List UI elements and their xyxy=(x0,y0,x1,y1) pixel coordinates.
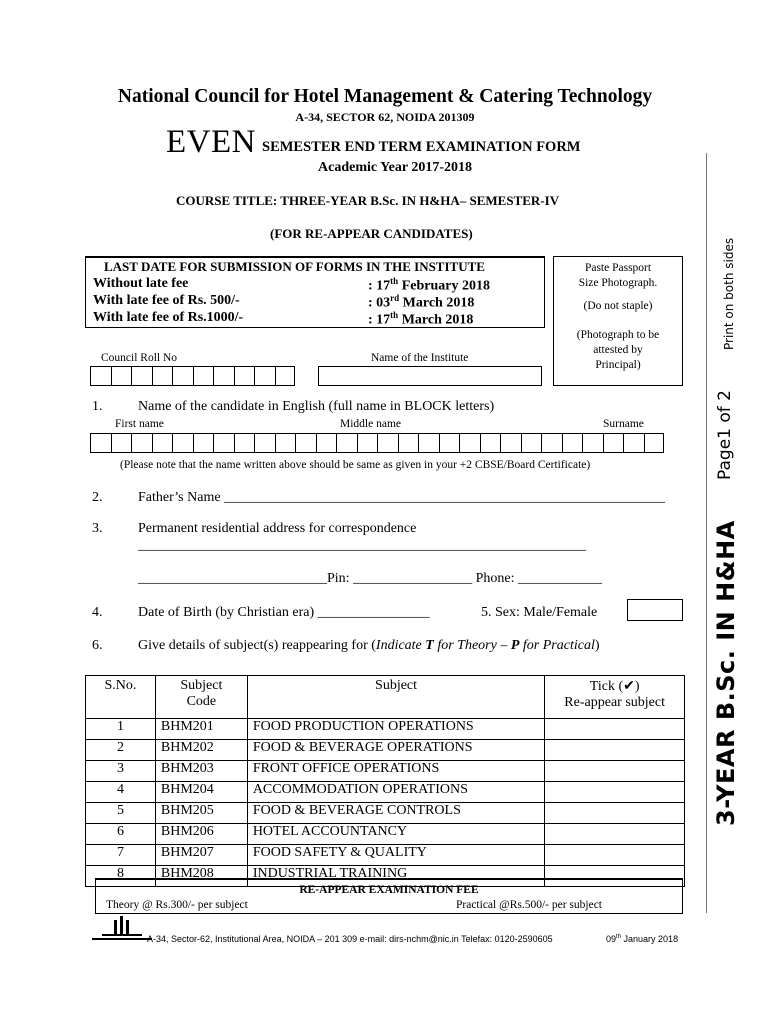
row-sno: 7 xyxy=(86,845,156,866)
table-row xyxy=(86,719,685,740)
header-sno: S.No. xyxy=(86,676,156,719)
name-note: (Please note that the name written above should be same as given in your +2 CBSE/Board Certificate) xyxy=(120,459,591,471)
institute-label: Name of the Institute xyxy=(371,352,469,364)
row-code: BHM204 xyxy=(155,782,247,803)
table-row xyxy=(86,824,685,845)
photo-instruction: (Photograph to be xyxy=(576,329,660,341)
sex-label: 5. Sex: Male/Female xyxy=(481,605,598,620)
dob-field[interactable]: Date of Birth (by Christian era) ________________ xyxy=(138,605,430,620)
row-sno: 6 xyxy=(86,824,156,845)
practical-fee: Practical @Rs.500/- per subject xyxy=(456,899,602,911)
question-number: 2. xyxy=(92,490,103,505)
photo-instruction: attested by xyxy=(593,344,643,356)
photo-box[interactable] xyxy=(553,256,683,386)
row-code: BHM202 xyxy=(155,740,247,761)
address-field[interactable]: ________________________________________________________________ xyxy=(138,538,586,553)
row-code: BHM203 xyxy=(155,761,247,782)
candidate-type: (FOR RE-APPEAR CANDIDATES) xyxy=(270,226,473,241)
table-row xyxy=(86,761,685,782)
academic-year: Academic Year 2017-2018 xyxy=(318,160,472,175)
row-subject: FOOD & BEVERAGE CONTROLS xyxy=(247,803,544,824)
pin-phone-field[interactable]: ___________________________Pin: _________________ Phone: ____________ xyxy=(138,571,602,586)
table-header-row xyxy=(86,676,685,719)
organization-title: National Council for Hotel Management & Catering Technology xyxy=(117,86,653,107)
form-title: SEMESTER END TERM EXAMINATION FORM xyxy=(262,139,581,155)
date-row-value: : 17th February 2018 xyxy=(368,276,490,294)
side-course-title: 3-YEAR B.Sc. IN H&HA xyxy=(712,520,740,826)
last-date-heading: LAST DATE FOR SUBMISSION OF FORMS IN THE INSTITUTE xyxy=(104,259,485,274)
date-row-label: With late fee of Rs. 500/- xyxy=(93,293,240,308)
roll-no-boxes[interactable] xyxy=(90,366,295,386)
course-title: COURSE TITLE: THREE-YEAR B.Sc. IN H&HA– SEMESTER-IV xyxy=(176,193,560,208)
last-date-box xyxy=(85,256,545,328)
row-subject: HOTEL ACCOUNTANCY xyxy=(247,824,544,845)
row-tick-cell[interactable] xyxy=(545,803,685,824)
row-subject: ACCOMMODATION OPERATIONS xyxy=(247,782,544,803)
date-row-value: : 17th March 2018 xyxy=(368,310,474,328)
institute-name-field[interactable] xyxy=(318,366,542,386)
row-tick-cell[interactable] xyxy=(545,782,685,803)
footer-address: A-34, Sector-62, Institutional Area, NOIDA – 201 309 e-mail: dirs-nchm@nic.in Telefax: 0120-2590605 xyxy=(147,934,553,944)
table-row xyxy=(86,740,685,761)
row-code: BHM207 xyxy=(155,845,247,866)
sex-box[interactable] xyxy=(627,599,683,621)
subject-table xyxy=(85,675,685,887)
header-subject-code: Subject Code xyxy=(155,676,247,719)
roll-no-label: Council Roll No xyxy=(101,352,178,364)
footer-date: 09th January 2018 xyxy=(606,934,679,944)
date-row-label: With late fee of Rs.1000/- xyxy=(93,310,244,325)
page-indicator: Page1 of 2 xyxy=(715,390,735,480)
candidate-name-label: Name of the candidate in English (full name in BLOCK letters) xyxy=(138,399,495,414)
row-subject: INDUSTRIAL TRAINING xyxy=(247,866,544,887)
header-tick: Tick (✔) Re-appear subject xyxy=(545,676,685,719)
fee-box xyxy=(95,878,683,914)
print-both-sides-note: Print on both sides xyxy=(722,237,736,350)
row-tick-cell[interactable] xyxy=(545,740,685,761)
date-row-label: Without late fee xyxy=(93,276,189,291)
row-tick-cell[interactable] xyxy=(545,824,685,845)
side-divider xyxy=(706,153,707,913)
row-code: BHM206 xyxy=(155,824,247,845)
question-number: 3. xyxy=(92,521,103,536)
question-number: 1. xyxy=(92,399,103,414)
table-row xyxy=(86,803,685,824)
row-sno: 8 xyxy=(86,866,156,887)
row-code: BHM201 xyxy=(155,719,247,740)
row-sno: 1 xyxy=(86,719,156,740)
row-sno: 3 xyxy=(86,761,156,782)
middle-name-label: Middle name xyxy=(340,418,401,430)
row-code: BHM205 xyxy=(155,803,247,824)
question-number: 6. xyxy=(92,638,103,653)
father-name-field[interactable]: Father’s Name _______________________________________________________________ xyxy=(138,490,666,505)
date-row-value: : 03rd March 2018 xyxy=(368,293,475,311)
row-tick-cell[interactable] xyxy=(545,761,685,782)
subjects-instruction: Give details of subject(s) reappearing for (Indicate T for Theory – P for Practical) xyxy=(138,638,600,653)
organization-address: A-34, SECTOR 62, NOIDA 201309 xyxy=(295,110,475,124)
photo-instruction: Size Photograph. xyxy=(578,277,658,289)
theory-fee: Theory @ Rs.300/- per subject xyxy=(106,899,248,911)
row-code: BHM208 xyxy=(155,866,247,887)
row-sno: 5 xyxy=(86,803,156,824)
row-subject: FOOD SAFETY & QUALITY xyxy=(247,845,544,866)
surname-label: Surname xyxy=(603,418,644,430)
table-row xyxy=(86,845,685,866)
row-sno: 2 xyxy=(86,740,156,761)
row-subject: FRONT OFFICE OPERATIONS xyxy=(247,761,544,782)
address-label: Permanent residential address for correspondence xyxy=(138,521,417,536)
candidate-name-boxes[interactable] xyxy=(90,433,664,453)
question-number: 4. xyxy=(92,605,103,620)
council-logo-icon xyxy=(92,914,152,944)
header-subject: Subject xyxy=(247,676,544,719)
semester-type: EVEN xyxy=(166,124,256,160)
photo-instruction: Paste Passport xyxy=(584,262,652,274)
fee-heading: RE-APPEAR EXAMINATION FEE xyxy=(299,884,479,896)
table-row xyxy=(86,782,685,803)
photo-instruction: Principal) xyxy=(595,359,641,371)
row-subject: FOOD PRODUCTION OPERATIONS xyxy=(247,719,544,740)
row-tick-cell[interactable] xyxy=(545,719,685,740)
row-subject: FOOD & BEVERAGE OPERATIONS xyxy=(247,740,544,761)
row-sno: 4 xyxy=(86,782,156,803)
row-tick-cell[interactable] xyxy=(545,845,685,866)
photo-instruction: (Do not staple) xyxy=(583,300,653,312)
first-name-label: First name xyxy=(115,418,164,430)
